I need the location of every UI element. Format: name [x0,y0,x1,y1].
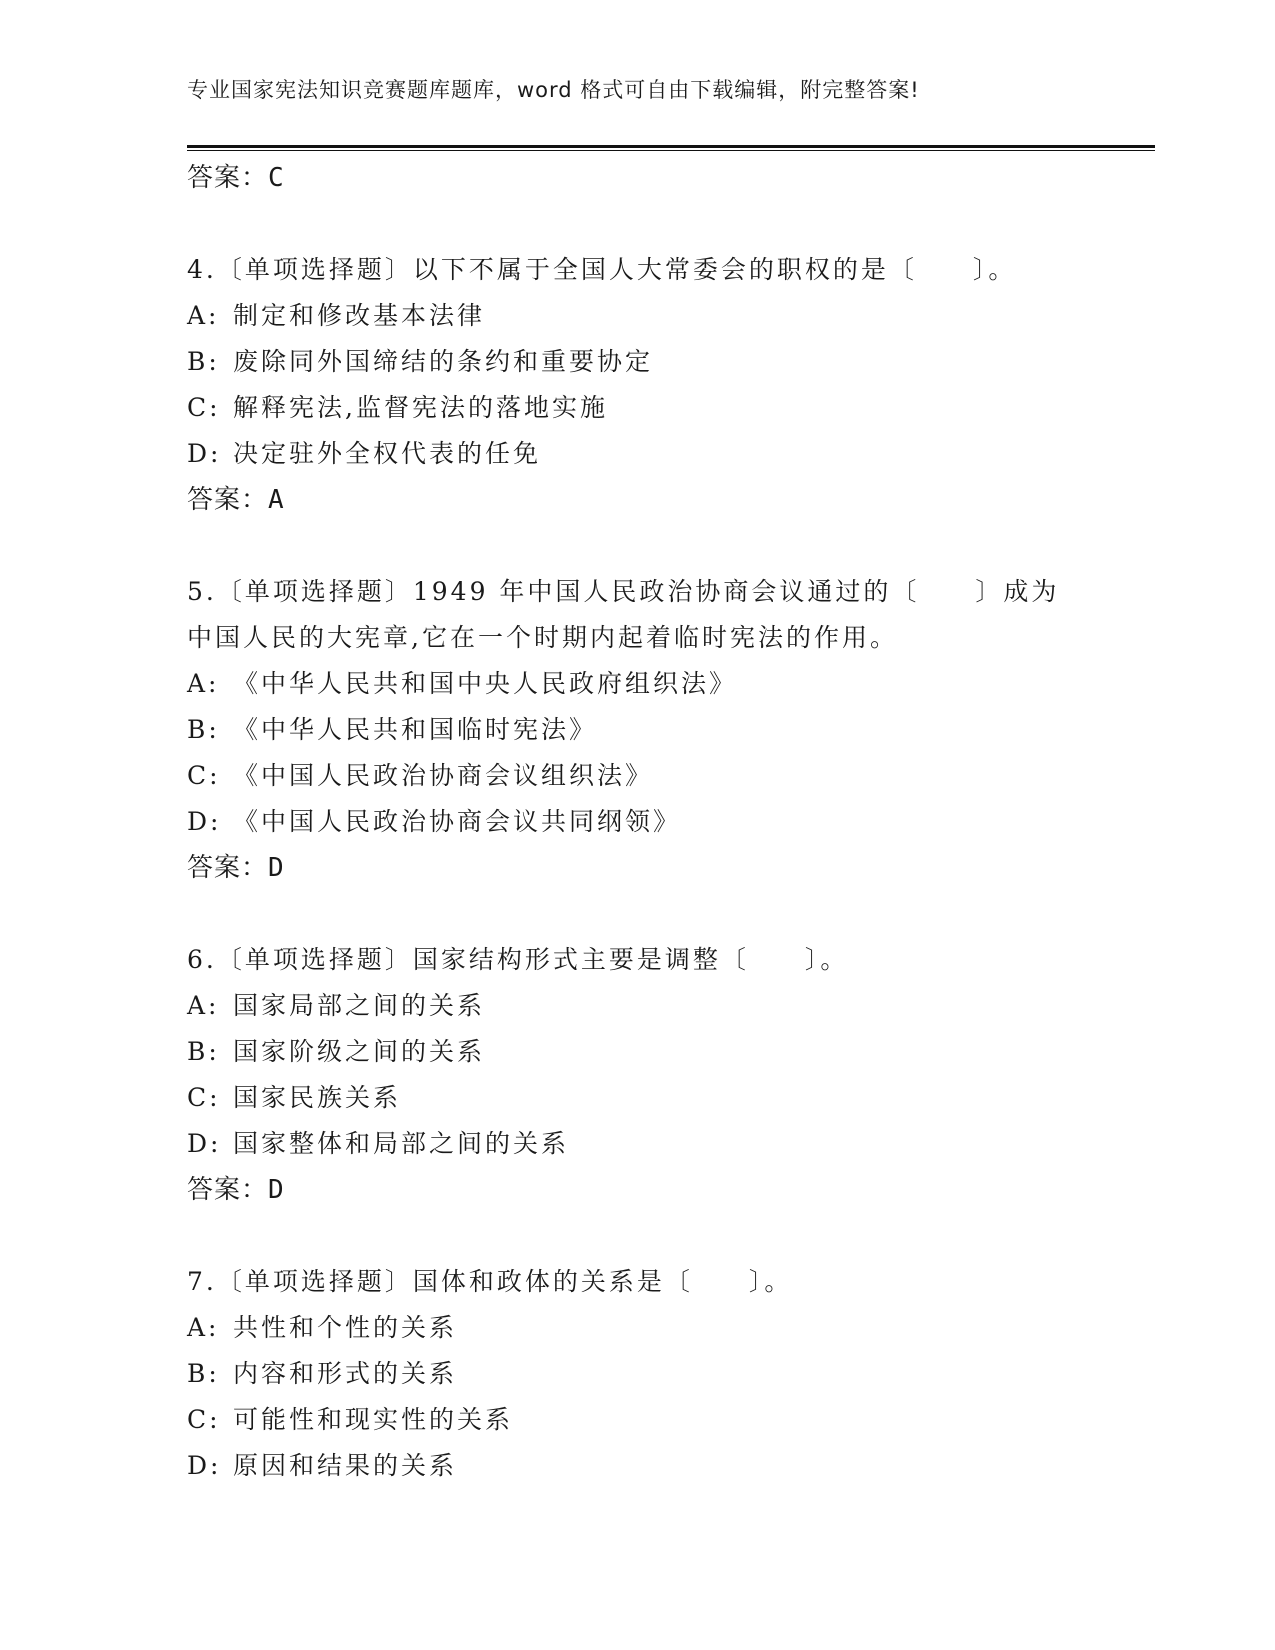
answer-value: D [268,853,285,883]
option-d [187,1443,1155,1489]
answer-value: C [268,163,285,193]
question-block [187,247,1155,523]
option-a [187,661,1155,707]
answer-line [187,845,1155,891]
option-label: B: [187,347,220,376]
option-text: 《中国人民政治协商会议共同纲领》 [233,807,682,836]
option-d [187,799,1155,845]
option-c [187,1397,1155,1443]
option-text: 《中国人民政治协商会议组织法》 [233,761,654,790]
answer-line [187,1167,1155,1213]
option-label: C: [187,761,221,790]
option-text: 解释宪法,监督宪法的落地实施 [233,393,608,422]
option-d [187,1121,1155,1167]
answer-label: 答案： [187,1175,269,1205]
option-label: D: [187,807,222,836]
option-label: C: [187,1083,221,1112]
option-d [187,431,1155,477]
option-a [187,1305,1155,1351]
option-text: 《中华人民共和国临时宪法》 [233,715,598,744]
option-b [187,1029,1155,1075]
question-block [187,569,1155,891]
option-c [187,753,1155,799]
option-label: D: [187,1129,222,1158]
option-label: B: [187,1037,220,1066]
option-a [187,293,1155,339]
option-text: 决定驻外全权代表的任免 [233,439,542,468]
answer-label: 答案： [187,163,269,193]
option-label: C: [187,393,221,422]
option-label: D: [187,439,222,468]
option-text: 原因和结果的关系 [233,1451,458,1480]
option-text: 内容和形式的关系 [233,1359,458,1388]
option-text: 制定和修改基本法律 [233,301,486,330]
option-label: B: [187,715,220,744]
option-text: 国家阶级之间的关系 [233,1037,486,1066]
option-label: B: [187,1359,220,1388]
question-block [187,937,1155,1213]
question-text: 4.〔单项选择题〕以下不属于全国人大常委会的职权的是〔 〕。 [187,255,1017,284]
option-b [187,339,1155,385]
option-label: D: [187,1451,222,1480]
option-text: 可能性和现实性的关系 [233,1405,514,1434]
option-label: A: [187,1313,220,1342]
option-text: 国家民族关系 [233,1083,402,1112]
option-text: 国家整体和局部之间的关系 [233,1129,570,1158]
option-label: A: [187,991,220,1020]
option-b [187,1351,1155,1397]
question-block [187,1259,1155,1489]
option-text: 《中华人民共和国中央人民政府组织法》 [233,669,738,698]
option-c [187,1075,1155,1121]
option-text: 废除同外国缔结的条约和重要协定 [233,347,654,376]
question-text: 5.〔单项选择题〕1949 年中国人民政治协商会议通过的〔 〕成为中国人民的大宪章,它在一个时期内起着临时宪法的作用。 [187,577,1060,652]
question-text: 7.〔单项选择题〕国体和政体的关系是〔 〕。 [187,1267,793,1296]
option-text: 国家局部之间的关系 [233,991,486,1020]
header-divider [187,145,1155,151]
question-list [187,155,1155,1489]
answer-line [187,155,1155,201]
option-label: A: [187,301,220,330]
option-b [187,707,1155,753]
option-a [187,983,1155,1029]
answer-line [187,477,1155,523]
answer-label: 答案： [187,853,269,883]
answer-label: 答案： [187,485,269,515]
question-text: 6.〔单项选择题〕国家结构形式主要是调整〔 〕。 [187,945,849,974]
answer-value: A [268,485,285,515]
option-text: 共性和个性的关系 [233,1313,458,1342]
answer-value: D [268,1175,285,1205]
option-label: C: [187,1405,221,1434]
page-header: 专业国家宪法知识竞赛题库题库，word 格式可自由下载编辑，附完整答案! [187,78,920,102]
option-c [187,385,1155,431]
option-label: A: [187,669,220,698]
